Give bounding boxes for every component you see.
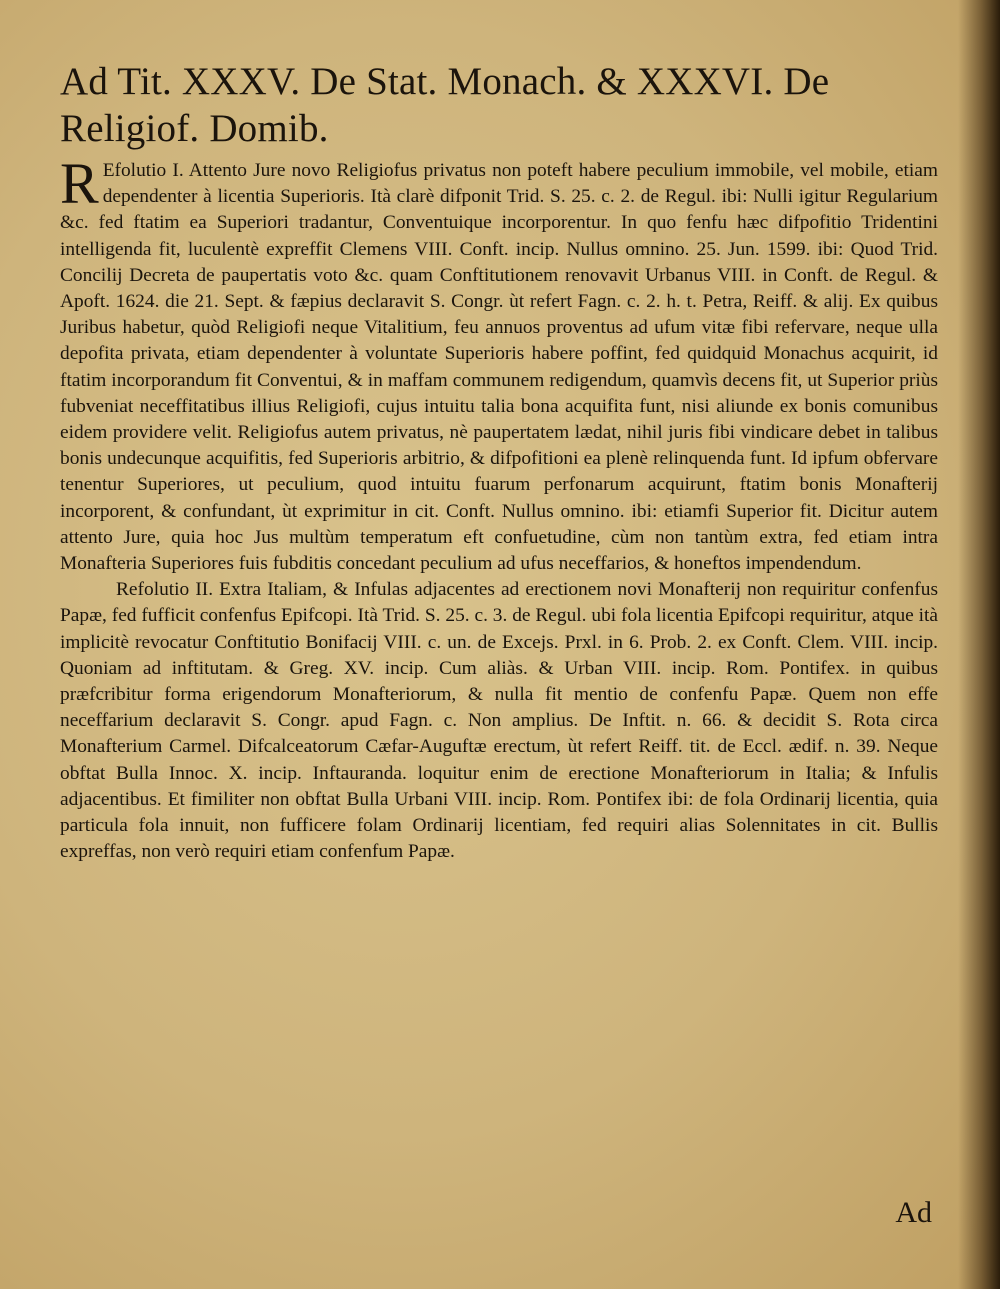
section-heading: Ad Tit. XXXV. De Stat. Monach. & XXXVI. De Religiof. Domib.: [60, 60, 830, 150]
resolution-2-text: Refolutio II. Extra Italiam, & Infulas adjacentes ad erectionem novi Monafterij non requiritur confenfus Papæ, fed fufficit confenfus Epifcopi. Ità Trid. S. 25. c. 3. de Regul. ubi fola licentia Epifcopi requiritur, atque ità implicitè revocatur Conftitutio Bonifacij VIII. c. un. de Excejs. Prxl. in 6. Prob. 2. ex Conft. Clem. VIII. incip. Quoniam ad inftitutam. & Greg. XV. incip. Cum aliàs. & Urban VIII. incip. Rom. Pontifex. in quibus præfcribitur forma erigendorum Monafteriorum, & nulla fit mentio de confenfu Papæ. Quem non effe neceffarium declaravit S. Congr. apud Fagn. c. Non amplius. De Inftit. n. 66. & decidit S. Rota circa Monafterium Carmel. Difcalceatorum Cæfar-Auguftæ erectum, ùt refert Reiff. tit. de Eccl. ædif. n. 39. Neque obftat Bulla Innoc. X. incip. Inftauranda. loquitur enim de erectione Monafteriorum in Italia; & Infulis adjacentibus. Et fimiliter non obftat Bulla Urbani VIII. incip. Rom. Pontifex ibi: de fola Ordinarij licentia, quia particula fola innuit, non fufficere folam Ordinarij licentiam, fed requiri alias Solennitates in cit. Bullis expreffas, non verò requiri etiam confenfum Papæ.: [60, 579, 938, 863]
text-block: [60, 58, 938, 865]
binding-shadow: [958, 0, 1000, 1289]
resolution-1-paragraph: [60, 151, 938, 577]
resolution-2-paragraph: [60, 577, 938, 865]
resolution-1-text: Efolutio I. Attento Jure novo Religiofus privatus non poteft habere peculium immobile, vel mobile, etiam dependenter à licentia Superioris. Ità clarè difponit Trid. S. 25. c. 2. de Regul. ibi: Nulli igitur Regularium &c. fed ftatim ea Superiori tradantur, Conventuique incorporentur. In quo fenfu hæc difpofitio Tridentini intelligenda fit, luculentè expreffit Clemens VIII. Conft. incip. Nullus omnino. 25. Jun. 1599. ibi: Quod Trid. Concilij Decreta de paupertatis voto &c. quam Conftitutionem renovavit Urbanus VIII. in Conft. de Regul. & Apoft. 1624. die 21. Sept. & fæpius declaravit S. Congr. ùt refert Fagn. c. 2. h. t. Petra, Reiff. & alij. Ex quibus Juribus habetur, quòd Religiofi neque Vitalitium, feu annuos proventus ad ufum vitæ fibi refervare, neque ulla depofita privata, etiam dependenter à voluntate Superioris habere poffint, fed quidquid Monachus acquirit, id ftatim incorporandum fit Conventui, & in maffam communem redigendum, quamvìs decens fit, ut Superior priùs fubveniat neceffitatibus illius Religiofi, cujus intuitu talia bona acquifita funt, nisi aliunde ex bonis comunibus eidem providere velit. Religiofus autem privatus, nè paupertatem lædat, nihil juris fibi vindicare debet in talibus bonis undecunque acquifitis, fed Superioris arbitrio, & difpofitioni ea plenè relinquenda funt. Id ipfum obfervare tenentur Superiores, ut peculium, quod intuitu fuarum perfonarum acquirunt, ftatim bonis Monafterij incorporent, & confundant, ùt exprimitur in cit. Conft. Nullus omnino. ibi: etiamfi Superior fit. Dicitur autem attento Jure, quia hoc Jus multùm temperatum eft confuetudine, cùm non tantùm extra, fed etiam intra Monafteria Superiores fuis fubditis concedant peculium ad ufus neceffarios, & honeftos impendendum.: [60, 160, 938, 575]
drop-cap: R: [60, 151, 99, 216]
catchword: Ad: [895, 1196, 932, 1229]
